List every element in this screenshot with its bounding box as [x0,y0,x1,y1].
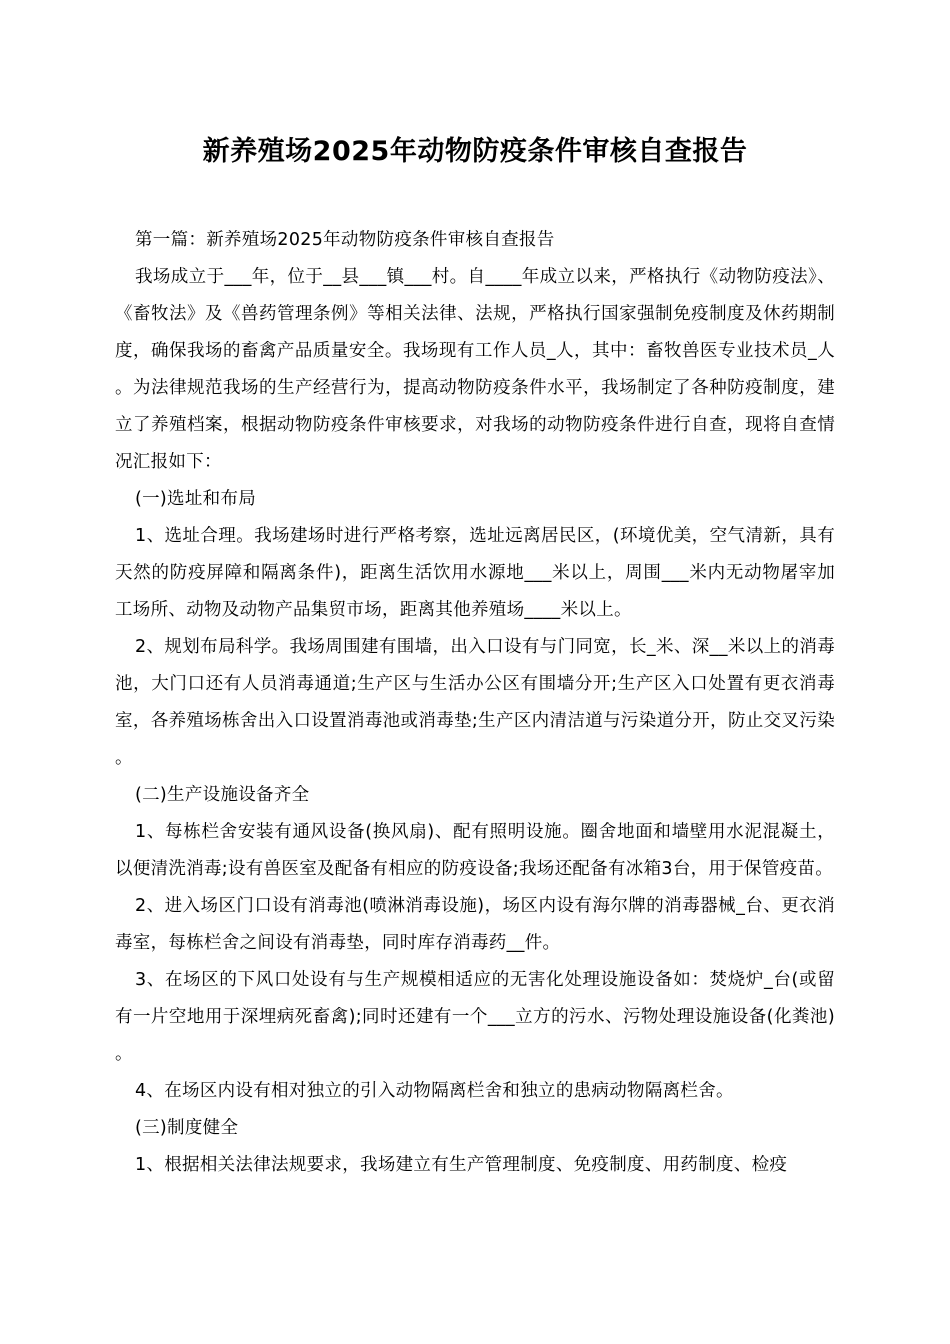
section-heading-site-layout: (一)选址和布局 [135,489,257,509]
paragraph-layout-planning: 2、规划布局科学。我场周围建有围墙，出入口设有与门同宽，长_米、深__米以上的消毒池，大门口还有人员消毒通道;生产区与生活办公区有围墙分开;生产区入口处置有更衣消毒室，各养殖场栋舍出入口设置消毒池或消毒垫;生产区内清洁道与污染道分开，防止交叉污染。 [115,637,835,768]
document-subtitle: 第一篇：新养殖场2025年动物防疫条件审核自查报告 [135,230,555,250]
paragraph-ventilation: 1、每栋栏舍安装有通风设备(换风扇)、配有照明设施。圈舍地面和墙壁用水泥混凝土，以便清洗消毒;设有兽医室及配备有相应的防疫设备;我场还配备有冰箱3台，用于保管疫苗。 [115,822,835,879]
paragraph-disinfection: 2、进入场区门口设有消毒池(喷淋消毒设施)，场区内设有海尔牌的消毒器械_台、更衣消毒室，每栋栏舍之间设有消毒垫，同时库存消毒药__件。 [115,896,835,953]
document-title: 新养殖场2025年动物防疫条件审核自查报告 [202,136,748,167]
paragraph-regulations: 1、根据相关法律法规要求，我场建立有生产管理制度、免疫制度、用药制度、检疫 [135,1155,788,1175]
paragraph-isolation: 4、在场区内设有相对独立的引入动物隔离栏舍和独立的患病动物隔离栏舍。 [135,1081,734,1101]
section-heading-facilities: (二)生产设施设备齐全 [135,785,310,805]
paragraph-site-selection: 1、选址合理。我场建场时进行严格考察，选址远离居民区，(环境优美，空气清新，具有天然的防疫屏障和隔离条件)，距离生活饮用水源地___米以上，周围___米内无动物屠宰加工场所、动物及动物产品集贸市场，距离其他养殖场____米以上。 [115,526,835,620]
paragraph-harmless-treatment: 3、在场区的下风口处设有与生产规模相适应的无害化处理设施设备如：焚烧炉_台(或留有一片空地用于深埋病死畜禽);同时还建有一个___立方的污水、污物处理设施设备(化粪池)。 [115,970,835,1064]
section-heading-systems: (三)制度健全 [135,1118,239,1138]
paragraph-intro: 我场成立于___年，位于__县___镇___村。自____年成立以来，严格执行《动物防疫法》、《畜牧法》及《兽药管理条例》等相关法律、法规，严格执行国家强制免疫制度及休药期制度，确保我场的畜禽产品质量安全。我场现有工作人员_人，其中：畜牧兽医专业技术员_人。为法律规范我场的生产经营行为，提高动物防疫条件水平，我场制定了各种防疫制度，建立了养殖档案，根据动物防疫条件审核要求，对我场的动物防疫条件进行自查，现将自查情况汇报如下： [115,267,835,472]
document-body [115,222,835,1184]
